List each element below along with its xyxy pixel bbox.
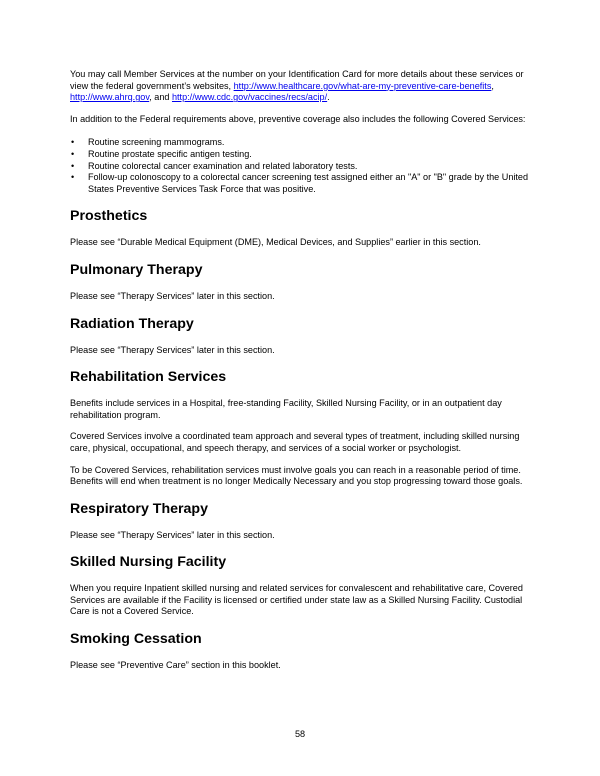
section-paragraph: Please see “Therapy Services” later in this section.: [70, 344, 275, 355]
section-paragraph: Benefits include services in a Hospital, free-standing Facility, Skilled Nursing Facility, or in an outpatient day rehabilitation program.: [70, 398, 502, 420]
section-paragraph: To be Covered Services, rehabilitation services must involve goals you can reach in a reasonable period of time. Benefits will end when treatment is no longer Medically Necessary and you stop progressing toward those goals.: [70, 464, 523, 487]
link-separator: ,: [491, 80, 494, 91]
intro-text: You may call Member Services at the number on your Identification Card for more details about these services or view the federal government’s websites,: [70, 69, 524, 91]
covered-services-list: [70, 137, 532, 195]
list-item-text: Routine prostate specific antigen testing.: [88, 148, 252, 159]
section-paragraph: Please see “Durable Medical Equipment (DME), Medical Devices, and Supplies” earlier in this section.: [70, 237, 481, 248]
intro-paragraph: [70, 69, 532, 104]
section-paragraph: Please see “Therapy Services” later in this section.: [70, 290, 275, 301]
section-paragraph: When you require Inpatient skilled nursing and related services for convalescent and rehabilitative care, Covered Services are available if the Facility is licensed or certified under state law as a Skilled Nursing Facility. Custodial Care is not a Covered Service.: [70, 583, 523, 617]
page-content: [70, 69, 532, 672]
list-item-text: Follow-up colonoscopy to a colorectal cancer screening test assigned either an "A" or "B" grade by the United States Preventive Services Task Force that was positive.: [88, 172, 529, 194]
section-paragraph: Please see “Therapy Services” later in this section.: [70, 529, 275, 540]
link-separator: , and: [149, 92, 172, 103]
list-item: [70, 137, 532, 149]
bullet-icon: •: [71, 160, 75, 171]
bullet-icon: •: [71, 172, 75, 183]
ahrq-gov-link[interactable]: http://www.ahrq.gov: [70, 92, 150, 103]
section-paragraph: Please see “Preventive Care” section in this booklet.: [70, 660, 281, 671]
list-item-text: Routine screening mammograms.: [88, 137, 225, 148]
section-heading-pulmonary-therapy: Pulmonary Therapy: [70, 261, 203, 278]
list-item: [70, 161, 532, 173]
list-item-text: Routine colorectal cancer examination and related laboratory tests.: [88, 160, 358, 171]
section-heading-prosthetics: Prosthetics: [70, 208, 148, 225]
bullet-icon: •: [71, 148, 75, 159]
bullet-icon: •: [71, 137, 75, 148]
section-heading-smoking-cessation: Smoking Cessation: [70, 631, 202, 648]
covered-services-intro: In addition to the Federal requirements above, preventive coverage also includes the following Covered Services:: [70, 113, 526, 124]
sentence-end: .: [327, 92, 330, 103]
section-heading-radiation-therapy: Radiation Therapy: [70, 315, 194, 332]
page-number: 58: [294, 729, 306, 739]
section-heading-rehabilitation-services: Rehabilitation Services: [70, 369, 227, 386]
list-item: [70, 172, 532, 195]
cdc-gov-link[interactable]: http://www.cdc.gov/vaccines/recs/acip/: [171, 92, 328, 103]
section-paragraph: Covered Services involve a coordinated team approach and several types of treatment, including skilled nursing care, physical, occupational, and speech therapy, and services of a social worker or psychologist.: [70, 431, 520, 453]
healthcare-gov-link[interactable]: http://www.healthcare.gov/what-are-my-preventive-care-benefits: [233, 80, 492, 91]
section-heading-respiratory-therapy: Respiratory Therapy: [70, 500, 208, 517]
section-heading-skilled-nursing-facility: Skilled Nursing Facility: [70, 554, 227, 571]
list-item: [70, 149, 532, 161]
